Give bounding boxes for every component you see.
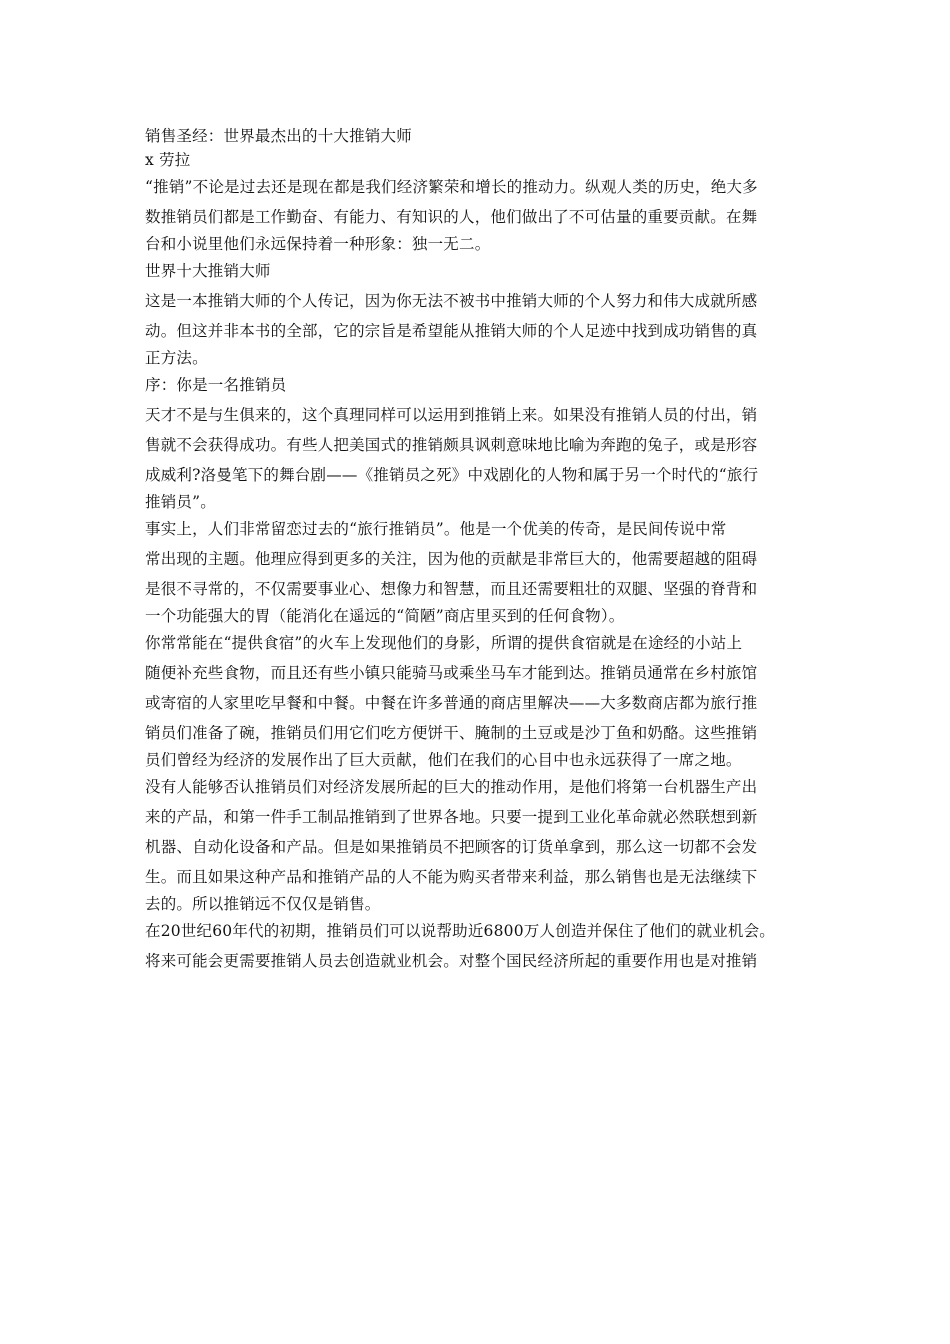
document-author: x 劳拉 xyxy=(145,151,191,169)
text-line: 或寄宿的人家里吃早餐和中餐。中餐在许多普通的商店里解决——大多数商店都为旅行推 xyxy=(145,694,758,712)
text-line: 成威利?洛曼笔下的舞台剧——《推销员之死》中戏剧化的人物和属于另一个时代的“旅行 xyxy=(145,466,759,484)
text-line: 员们曾经为经济的发展作出了巨大贡献，他们在我们的心目中也永远获得了一席之地。 xyxy=(145,751,742,769)
text-line: 一个功能强大的胃（能消化在遥远的“简陋”商店里买到的任何食物）。 xyxy=(145,607,625,625)
text-line: 来的产品，和第一件手工制品推销到了世界各地。只要一提到工业化革命就必然联想到新 xyxy=(145,808,758,826)
text-line: 是很不寻常的，不仅需要事业心、想像力和智慧，而且还需要粗壮的双腿、坚强的脊背和 xyxy=(145,580,758,598)
text-line: 在20世纪60年代的初期，推销员们可以说帮助近6800万人创造并保住了他们的就业机会。 xyxy=(145,922,775,940)
text-line: 推销员”。 xyxy=(145,493,216,511)
text-line: 正方法。 xyxy=(145,349,208,367)
text-line: 去的。所以推销远不仅仅是销售。 xyxy=(145,895,381,913)
text-line: 没有人能够否认推销员们对经济发展所起的巨大的推动作用，是他们将第一台机器生产出 xyxy=(145,778,758,796)
document-title: 销售圣经：世界最杰出的十大推销大师 xyxy=(145,127,412,145)
text-line: 将来可能会更需要推销人员去创造就业机会。对整个国民经济所起的重要作用也是对推销 xyxy=(145,952,758,970)
section-heading: 世界十大推销大师 xyxy=(145,262,271,280)
document-page xyxy=(145,124,815,976)
text-line: 动。但这并非本书的全部，它的宗旨是希望能从推销大师的个人足迹中找到成功销售的真 xyxy=(145,322,758,340)
text-line: 这是一本推销大师的个人传记，因为你无法不被书中推销大师的个人努力和伟大成就所感 xyxy=(145,292,758,310)
text-line: 天才不是与生俱来的，这个真理同样可以运用到推销上来。如果没有推销人员的付出，销 xyxy=(145,406,758,424)
text-line: 机器、自动化设备和产品。但是如果推销员不把顾客的订货单拿到，那么这一切都不会发 xyxy=(145,838,758,856)
text-line: 生。而且如果这种产品和推销产品的人不能为购买者带来利益，那么销售也是无法继续下 xyxy=(145,868,758,886)
text-line: 数推销员们都是工作勤奋、有能力、有知识的人，他们做出了不可估量的重要贡献。在舞 xyxy=(145,208,758,226)
text-line: “推销”不论是过去还是现在都是我们经济繁荣和增长的推动力。纵观人类的历史，绝大多 xyxy=(145,178,758,196)
section-heading: 序：你是一名推销员 xyxy=(145,376,287,394)
text-line: 你常常能在“提供食宿”的火车上发现他们的身影，所谓的提供食宿就是在途经的小站上 xyxy=(145,634,743,652)
text-line: 台和小说里他们永远保持着一种形象：独一无二。 xyxy=(145,235,491,253)
text-line: 随便补充些食物，而且还有些小镇只能骑马或乘坐马车才能到达。推销员通常在乡村旅馆 xyxy=(145,664,758,682)
text-line: 常出现的主题。他理应得到更多的关注，因为他的贡献是非常巨大的，他需要超越的阻碍 xyxy=(145,550,758,568)
text-line: 售就不会获得成功。有些人把美国式的推销颇具讽刺意味地比喻为奔跑的兔子，或是形容 xyxy=(145,436,758,454)
text-line: 销员们准备了碗，推销员们用它们吃方便饼干、腌制的土豆或是沙丁鱼和奶酪。这些推销 xyxy=(145,724,758,742)
text-line: 事实上，人们非常留恋过去的“旅行推销员”。他是一个优美的传奇，是民间传说中常 xyxy=(145,520,727,538)
